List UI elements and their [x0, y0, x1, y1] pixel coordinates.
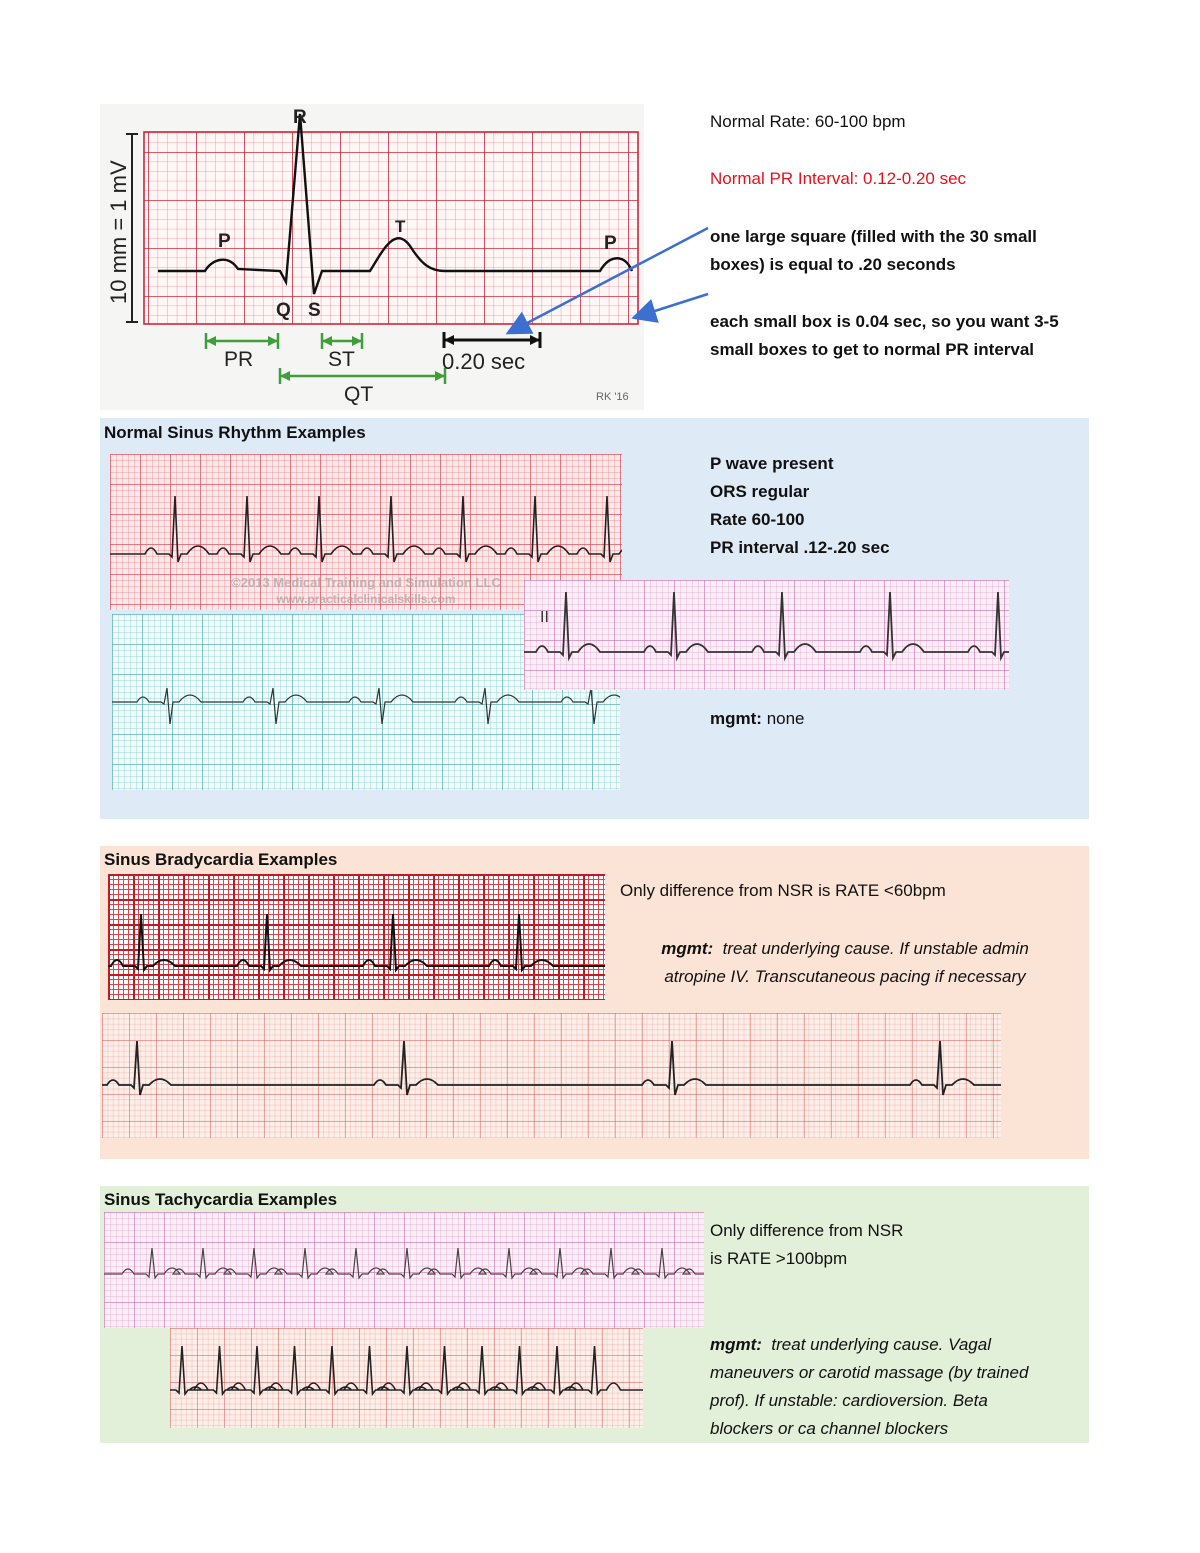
q-label: Q — [276, 300, 291, 321]
p-wave-label-2: P — [604, 233, 617, 254]
tachy-strip-2-trace — [170, 1328, 643, 1428]
mgmt-label: mgmt: — [710, 1335, 762, 1354]
nsr-strip-3-trace — [524, 580, 1009, 690]
st-label: ST — [328, 348, 355, 371]
brady-title: Sinus Bradycardia Examples — [104, 850, 338, 869]
tachy-mgmt-line-1 — [710, 1331, 1090, 1359]
tachy-note-line-2: is RATE >100bpm — [710, 1249, 848, 1268]
mgmt-text: treat underlying cause. Vagal — [771, 1335, 991, 1354]
lead-ii-label: II — [540, 609, 549, 626]
r-label: R — [293, 107, 307, 128]
brady-strip-2-trace — [102, 1013, 1001, 1138]
normal-pr-note: Normal PR Interval: 0.12-0.20 sec — [710, 169, 967, 188]
t-label: T — [395, 217, 406, 236]
tachy-mgmt — [710, 1331, 1090, 1443]
mv-label: 10 mm = 1 mV — [106, 160, 131, 304]
nsr-mgmt — [710, 705, 805, 733]
arrow-large-square — [510, 228, 708, 332]
brady-mgmt-line-1 — [620, 935, 1070, 963]
normal-rate-note: Normal Rate: 60-100 bpm — [710, 112, 906, 131]
arrow-small-box — [636, 294, 708, 317]
st-segment-marker — [322, 333, 362, 349]
mgmt-text: treat underlying cause. If unstable admin — [722, 939, 1029, 958]
tachy-title: Sinus Tachycardia Examples — [104, 1190, 338, 1209]
mgmt-label: mgmt: — [661, 939, 714, 958]
brady-mgmt-line-2: atropine IV. Transcutaneous pacing if necessary — [664, 967, 1026, 986]
nsr-title: Normal Sinus Rhythm Examples — [104, 423, 366, 442]
mgmt-label: mgmt: — [710, 709, 762, 728]
sec-label: 0.20 sec — [442, 349, 526, 374]
mgmt-text: none — [766, 709, 805, 728]
brady-note: Only difference from NSR is RATE <60bpm — [620, 881, 946, 900]
criteria-item: P wave present — [710, 454, 834, 473]
tachy-mgmt-line-2: maneuvers or carotid massage (by trained — [710, 1363, 1029, 1382]
nsr-criteria — [710, 450, 1010, 562]
brady-strip-1 — [108, 874, 605, 1000]
watermark-2: www.practicalclinicalskills.com — [276, 592, 456, 606]
brady-mgmt — [620, 935, 1070, 991]
qt-label: QT — [344, 383, 374, 406]
tachy-note-line-1: Only difference from NSR — [710, 1221, 904, 1240]
tachy-note — [710, 1217, 1070, 1273]
tachy-strip-2 — [170, 1328, 643, 1428]
pr-label: PR — [224, 348, 254, 371]
qt-interval-marker — [280, 368, 445, 384]
s-label: S — [308, 300, 321, 321]
criteria-item: PR interval .12-.20 sec — [710, 538, 890, 557]
criteria-item: Rate 60-100 — [710, 510, 805, 529]
criteria-item: ORS regular — [710, 482, 810, 501]
large-square-note: one large square (filled with the 30 small boxes) is equal to .20 seconds — [710, 227, 1037, 274]
tachy-mgmt-line-3: prof). If unstable: cardioversion. Beta — [710, 1391, 988, 1410]
initials: RK '16 — [596, 391, 629, 403]
pr-interval-marker — [206, 333, 278, 349]
p-wave-label: P — [218, 231, 231, 252]
annotation-arrows — [500, 222, 715, 342]
tachy-strip-1 — [104, 1212, 704, 1328]
nsr-strip-3 — [524, 580, 1009, 690]
tachy-mgmt-line-4: blockers or ca channel blockers — [710, 1419, 949, 1438]
small-box-note: each small box is 0.04 sec, so you want 3-5 small boxes to get to normal PR interval — [710, 312, 1059, 359]
tachy-strip-1-trace — [104, 1212, 704, 1328]
watermark-1: ©2013 Medical Training and Simulation LLC — [231, 575, 501, 590]
brady-strip-1-trace — [108, 874, 605, 1000]
brady-strip-2 — [102, 1013, 1001, 1138]
